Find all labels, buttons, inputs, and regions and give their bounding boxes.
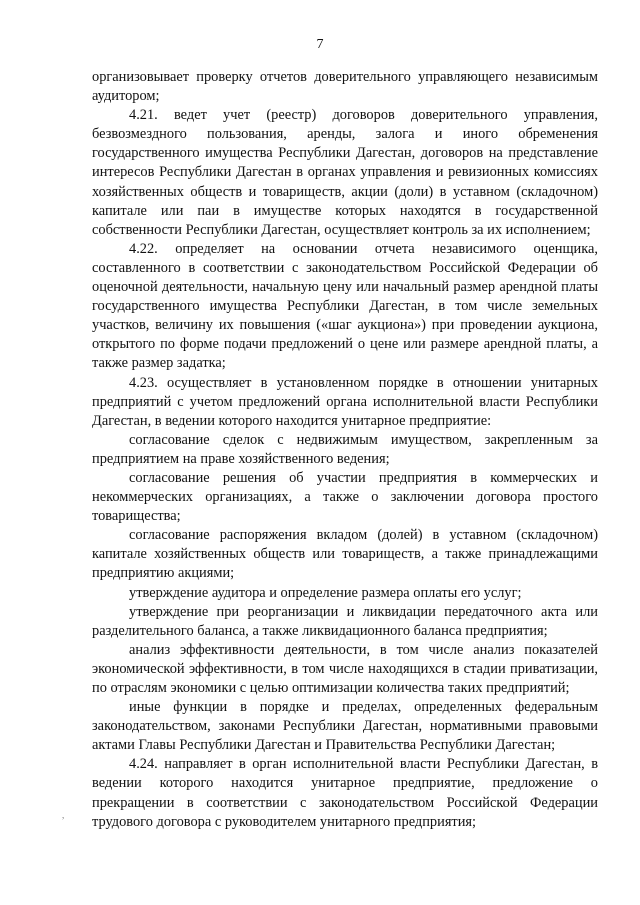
list-item: иные функции в порядке и пределах, определенных федеральным законодательством, законами Республики Дагестан, нормативными правовыми актами Главы Республики Дагестан и Правительства Республики Дагестан; xyxy=(92,699,598,754)
paragraph: организовывает проверку отчетов доверительного управляющего независимым аудитором; xyxy=(92,69,598,105)
margin-mark-icon: , xyxy=(62,810,65,820)
list-item: утверждение аудитора и определение размера оплаты его услуг; xyxy=(129,584,522,601)
document-body xyxy=(92,68,598,832)
list-item: согласование распоряжения вкладом (долей) в уставном (складочном) капитале хозяйственных обществ или товариществ, а также принадлежащими предприятию акциями; xyxy=(92,527,598,582)
paragraph-4-24: 4.24. направляет в орган исполнительной власти Республики Дагестан, в ведении которого находится унитарное предприятие, предложение о прекращении в соответствии с законодательством Российской Федерации трудового договора с руководителем унитарного предприятия; xyxy=(92,756,598,830)
paragraph-4-22: 4.22. определяет на основании отчета независимого оценщика, составленного в соответствии с законодательством Российской Федерации об оценочной деятельности, начальную цену или начальный размер арендной платы государственного имущества Республики Дагестан, в том числе земельных участков, величину их повышения («шаг аукциона») при проведении аукциона, открытого по форме подачи предложений о цене или размере арендной платы, а также размер задатка; xyxy=(92,240,598,372)
list-item: согласование решения об участии предприятия в коммерческих и некоммерческих организациях, а также о заключении договора простого товарищества; xyxy=(92,469,598,525)
list-item: согласование сделок с недвижимым имуществом, закрепленным за предприятием на праве хозяйственного ведения; xyxy=(92,431,598,467)
list-item: анализ эффективности деятельности, в том числе анализ показателей экономической эффективности, в том числе находящихся в стадии приватизации, по отраслям экономики с целью оптимизации количества таких предприятий; xyxy=(92,641,598,696)
list-item: утверждение при реорганизации и ликвидации передаточного акта или разделительного баланса, а также ликвидационного баланса предприятия; xyxy=(92,603,598,639)
paragraph-4-21: 4.21. ведет учет (реестр) договоров доверительного управления, безвозмездного пользования, аренды, залога и иного обременения государственного имущества Республики Дагестан, договоров на представление интересов Республики Дагестан в органах управления и ревизионных комиссиях хозяйственных обществ и товариществ, акции (доли) в уставном (складочном) капитале или паи в имуществе которых находятся в государственной собственности Республики Дагестан, осуществляет контроль за их исполнением; xyxy=(92,107,598,238)
page-number: 7 xyxy=(316,37,324,52)
paragraph-4-23: 4.23. осуществляет в установленном порядке в отношении унитарных предприятий с учетом предложений органа исполнительной власти Республики Дагестан, в ведении которого находится унитарное предприятие: xyxy=(92,374,598,429)
